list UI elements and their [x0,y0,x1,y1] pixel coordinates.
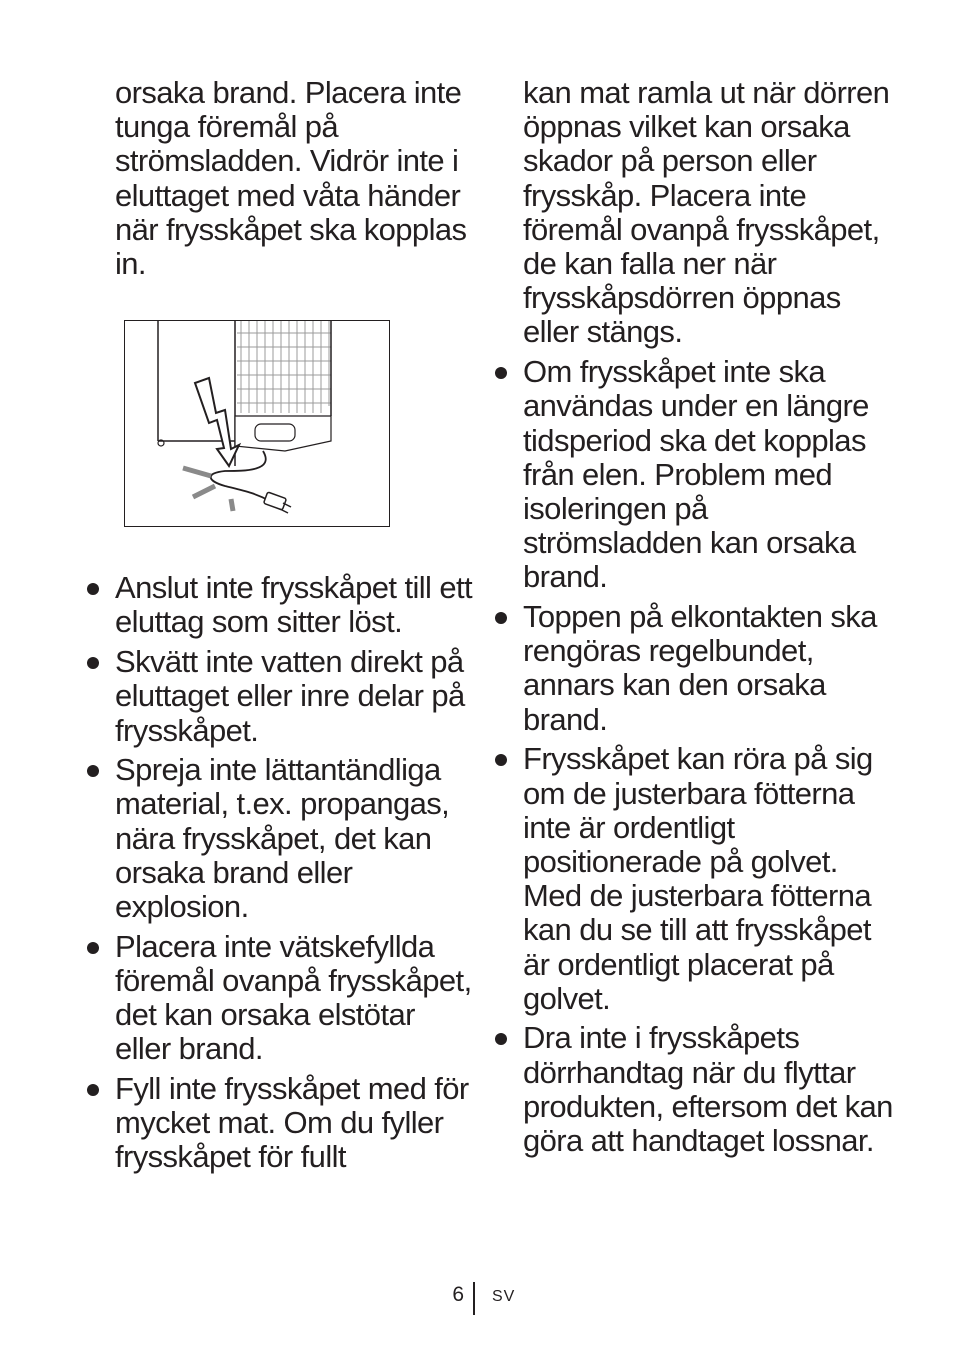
left-intro-paragraph: orsaka brand. Placera inte tunga föremål på strömsladden. Vidrör inte i eluttaget med våta händer när frysskåpet ska kopplas in. [115,75,467,282]
list-item: Spreja inte lättantändliga material, t.ex. propangas, nära frysskåpet, det kan orsaka brand eller explosion. [85,753,475,924]
illustration-svg [125,321,389,526]
power-cord [211,451,270,501]
list-item: Fyll inte frysskåpet med för mycket mat. Om du fyller frysskåpet för fullt [85,1072,475,1175]
list-item: Anslut inte frysskåpet till ett eluttag som sitter löst. [85,571,475,639]
list-item: Om frysskåpet inte ska användas under en längre tidsperiod ska det kopplas från elen. Problem med isoleringen på strömsladden kan orsaka brand. [493,355,893,594]
list-item: Frysskåpet kan röra på sig om de justerbara fötterna inte är ordentligt positionerade på golvet. Med de justerbara fötterna kan du se till att frysskåpet är ordentligt placerat på golvet. [493,742,893,1016]
right-intro-paragraph: kan mat ramla ut när dörren öppnas vilket kan orsaka skador på person eller frysskåp. Placera inte föremål ovanpå frysskåpet, de kan falla ner när frysskåpsdörren öppnas eller stängs. [523,75,890,350]
left-column [85,76,475,1180]
plug-pin [280,509,288,513]
right-bullet-list [493,355,893,1158]
heat-rays-icon [183,468,233,511]
footer-divider [473,1282,475,1315]
compressor [255,424,295,441]
condenser-coil [237,321,331,413]
right-column [493,76,893,1164]
lightning-bolt-icon [195,378,239,466]
list-item: Toppen på elkontakten ska rengöras regelbundet, annars kan den orsaka brand. [493,600,893,737]
plug-icon [264,492,287,510]
language-code: SV [492,1288,516,1305]
page-number: 6 [452,1283,464,1306]
list-item: Placera inte vätskefyllda föremål ovanpå frysskåpet, det kan orsaka elstötar eller brand. [85,930,475,1067]
list-item: Skvätt inte vatten direkt på eluttaget eller inre delar på frysskåpet. [85,645,475,748]
power-cord-warning-illustration [124,320,390,527]
left-bullet-list [85,571,475,1174]
list-item: Dra inte i frysskåpets dörrhandtag när du flyttar produkten, eftersom det kan göra att handtaget lossnar. [493,1021,893,1158]
page-footer [0,1282,954,1312]
